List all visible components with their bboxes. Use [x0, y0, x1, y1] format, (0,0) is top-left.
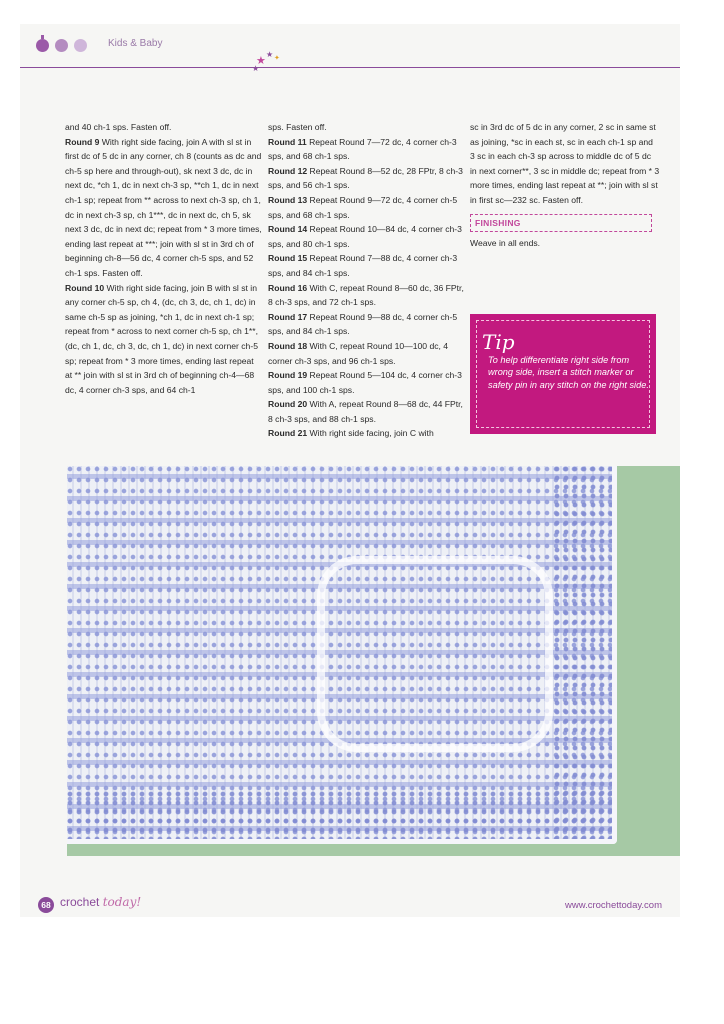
- header-divider: [20, 67, 680, 68]
- round-10: Round 10 With right side facing, join B with sl st in any corner ch-5 sp, ch 4, (dc, ch 3, dc, ch 1, dc) in same ch-5 sp as joining, *ch 1, dc in next ch-1 sp; repeat from * across to next corner ch-5 sp, ch 1**, (dc, ch 1, dc, ch 3, dc, ch 1, dc) in next corner ch-5 sp; repeat from * 3 more times, ending last repeat at ** join with sl st in 3rd ch of beginning ch-4—68 dc, 4 corner ch-3 sps, and 64 ch-1: [65, 282, 258, 395]
- round-21: Round 21 With right side facing, join C with: [268, 428, 434, 439]
- circle-icon: [55, 39, 68, 52]
- text-column-3: [470, 120, 660, 251]
- paragraph: Weave in all ends.: [470, 238, 541, 249]
- blanket-border-bottom: [67, 791, 612, 839]
- header-ornament: [36, 39, 87, 52]
- round-9: Round 9 With right side facing, join A with sl st in first dc of 5 dc in any corner, ch 8 (counts as dc and ch-5 sp here and through-out), sk next 3 dc, dc in next dc, *ch 1, dc in next ch-3 sp, **ch 1, dc in next ch-1 sp; repeat from ** across to next ch-3 sp, ch 1, dc in next ch-3 sp, ch 1***, dc in next dc, ch 5, sk next 3 dc, dc in next dc; repeat from * 3 more times, ending last repeat at ***; join with sl st in 3rd ch of beginning ch-8—56 dc, 4 corner ch-5 sps, and 52 ch-1 sps. Fasten off.: [65, 136, 262, 278]
- round-15: Round 15 Repeat Round 7—88 dc, 4 corner ch-3 sps, and 84 ch-1 sps.: [268, 253, 458, 278]
- round-19: Round 19 Repeat Round 5—104 dc, 4 corner ch-3 sps, and 100 ch-1 sps.: [268, 370, 462, 395]
- tip-title: Tip: [482, 330, 515, 354]
- magazine-name-b: today!: [102, 895, 142, 909]
- blanket-photo: [67, 466, 680, 856]
- round-label: Round 9: [65, 136, 100, 147]
- round-13: Round 13 Repeat Round 9—72 dc, 4 corner ch-5 sps, and 68 ch-1 sps.: [268, 194, 458, 220]
- round-14: Round 14 Repeat Round 10—84 dc, 4 corner ch-3 sps, and 80 ch-1 sps.: [268, 224, 462, 249]
- tip-box: [470, 314, 656, 434]
- paragraph: and 40 ch-1 sps. Fasten off.: [65, 122, 172, 132]
- magazine-name-a: crochet: [60, 895, 100, 909]
- round-11: Round 11 Repeat Round 7—72 dc, 4 corner ch-3 sps, and 68 ch-1 sps.: [268, 136, 457, 162]
- text-column-1: [65, 120, 262, 397]
- round-20: Round 20 With A, repeat Round 8—68 dc, 44 FPtr, 8 ch-3 sps, and 88 ch-1 sps.: [268, 399, 463, 424]
- finishing-heading: FINISHING: [470, 214, 652, 233]
- ornament-icon: [36, 39, 49, 52]
- page-number: 68: [38, 897, 54, 913]
- round-16: Round 16 With C, repeat Round 8—60 dc, 36 FPtr, 8 ch-3 sps, and 72 ch-1 sps.: [268, 282, 464, 308]
- website-url[interactable]: www.crochettoday.com: [565, 900, 662, 911]
- magazine-page: Kids & Baby ★ ★ ★ ✦ and 40 ch-1 sps. Fasten off. Round 9 With right side facing, join A with sl st in first dc of 5 dc in any corner, ch 8 (counts as dc and ch-5 sp here and through-out), sk next 3 dc, dc in next dc, *ch 1, dc in next ch-3 sp, **ch 1, dc in next ch-1 sp; repeat from ** across to next ch-3 sp, ch 1, dc in next ch-3 sp, ch 1***, dc in next dc, ch 5, sk next 3 dc, dc in next dc; repeat from * 3 more times, ending last repeat at ***; join with sl st in 3rd ch of beginning ch-8—56 dc, 4 corner ch-5 sps, and 52 ch-1 sps. Fasten off. Round 10 With right side facing, join B with sl st in any corner ch-5 sp, ch 4, (dc, ch 3, dc, ch 1, dc) in same ch-5 sp as joining, *ch 1, dc in next ch-1 sp; repeat from * across to next corner ch-5 sp, ch 1**, (dc, ch 1, dc, ch 3, dc, ch 1, dc) in next corner ch-5 sp; repeat from * 3 more times, ending last repeat at ** join with sl st in 3rd ch of beginning ch-4—68 dc, 4 corner ch-3 sps, and 64 ch-1 sps. Fasten off. Round 11 Repeat Round 7—72 dc, 4 corner ch-3 sps, and 68 ch-1 sps. Round 12 Repeat Round 8—52 dc, 28 FPtr, 8 ch-3 sps, and 56 ch-1 sps. Round 13 Repeat Round 9—72 dc, 4 corner ch-5 sps, and 68 ch-1 sps. Round 14 Repeat Round 10—84 dc, 4 corner ch-3 sps, and 80 ch-1 sps. Round 15 Repeat Round 7—88 dc, 4 corner ch-3 sps, and 84 ch-1 sps. Round 16 With C, repeat Round 8—60 dc, 36 FPtr, 8 ch-3 sps, and 72 ch-1 sps. Round 17 Repeat Round 9—88 dc, 4 corner ch-5 sps, and 84 ch-1 sps. Round 18 With C, repeat Round 10—100 dc, 4 corner ch-3 sps, and 96 ch-1 sps. Round 19 Repeat Round 5—104 dc, 4 corner ch-3 sps, and 100 ch-1 sps. Round 20 With A, repeat Round 8—68 dc, 44 FPtr, 8 ch-3 sps, and 88 ch-1 sps. Round 21 With right side facing, join C with sc in 3rd dc of 5 dc in any corner, 2 sc in same st as joining, *sc in each st, sc in each ch-1 sp and 3 sc in each ch-3 sp across to middle dc of 5 dc in next corner**, 3 sc in middle dc; repeat from * 3 more times, ending last repeat at **; join with sl st in first sc—232 sc. Fasten off. FINISHING Weave in all ends. Tip To help differentiate right side from wrong side, insert a stitch marker or safety pin in any stitch on the right side. 68 crochet today! www.crochettoday.com: [20, 24, 680, 917]
- paragraph: sc in 3rd dc of 5 dc in any corner, 2 sc in same st as joining, *sc in each st, sc in each ch-1 sp and 3 sc in each ch-3 sp across to middle dc of 5 dc in next corner**, 3 sc in middle dc; repeat from * 3 more times, ending last repeat at **; join with sl st in first sc—232 sc. Fasten off.: [470, 122, 660, 205]
- circle-icon: [74, 39, 87, 52]
- text-column-2: [268, 120, 465, 441]
- round-12: Round 12 Repeat Round 8—52 dc, 28 FPtr, 8 ch-3 sps, and 56 ch-1 sps.: [268, 165, 463, 191]
- round-18: Round 18 With C, repeat Round 10—100 dc, 4 corner ch-3 sps, and 96 ch-1 sps.: [268, 340, 449, 366]
- round-17: Round 17 Repeat Round 9—88 dc, 4 corner ch-5 sps, and 84 ch-1 sps.: [268, 311, 458, 337]
- round-label: Round 10: [65, 282, 105, 293]
- paragraph: sps. Fasten off.: [268, 122, 327, 132]
- magazine-name: [60, 895, 141, 909]
- pattern-detail: [317, 556, 553, 752]
- crocheted-blanket-image: [67, 466, 617, 844]
- blanket-border-right: [554, 466, 612, 839]
- section-title: Kids & Baby: [108, 38, 163, 49]
- tip-text: To help differentiate right side from wrong side, insert a stitch marker or safety pin in any stitch on the right side.: [488, 355, 649, 390]
